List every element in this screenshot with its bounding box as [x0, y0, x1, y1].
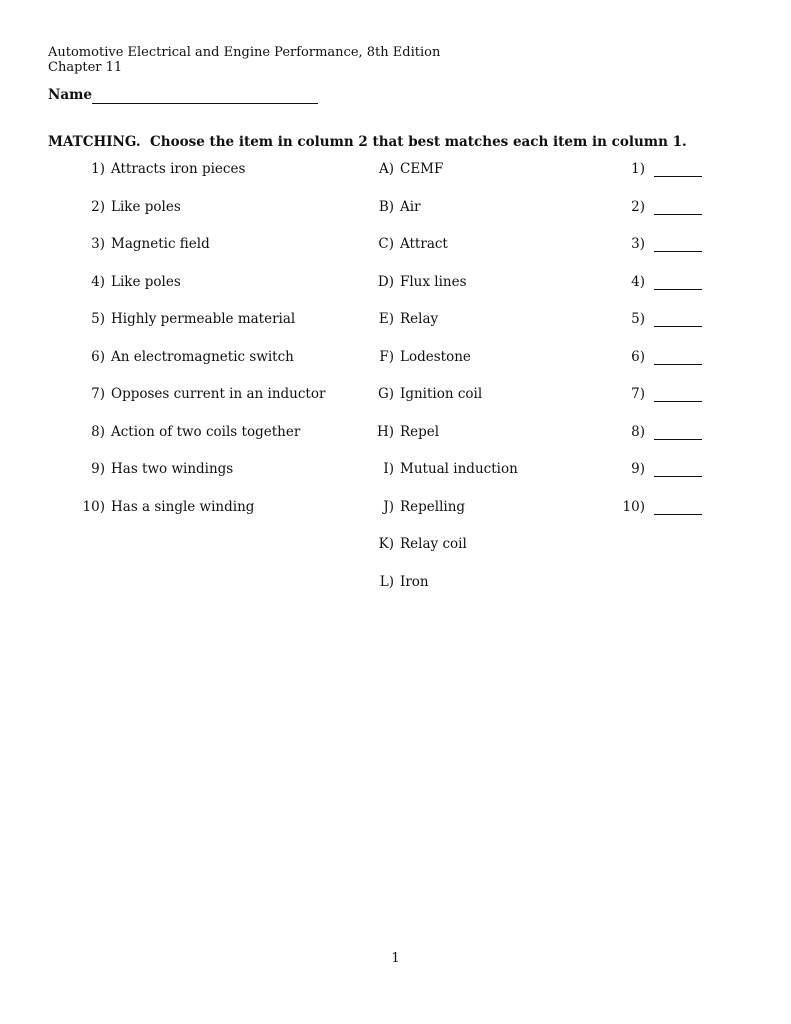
- col2-item-label: Lodestone: [400, 348, 471, 365]
- col1-number: 8): [91, 423, 105, 440]
- answer-blank[interactable]: [654, 500, 702, 515]
- col1-number: 1): [91, 161, 105, 177]
- col2-letter: D): [377, 273, 394, 290]
- col1-number: 9): [91, 461, 105, 477]
- chapter-label: Chapter 11: [48, 59, 123, 75]
- answer-number: 3): [631, 236, 645, 252]
- col1-number: 3): [91, 236, 105, 252]
- matching-row: [48, 387, 702, 425]
- answer-blank[interactable]: [654, 312, 702, 327]
- col1-item-label: Highly permeable material: [111, 311, 296, 327]
- col2-item-label: Air: [400, 198, 421, 215]
- col2-letter: G): [377, 386, 394, 402]
- answer-blank[interactable]: [654, 162, 702, 177]
- col2-letter: C): [378, 236, 394, 252]
- col1-number: 6): [91, 348, 105, 365]
- col2-letter: A): [378, 161, 394, 177]
- col1-number: 2): [91, 198, 105, 215]
- col1-item-label: Attracts iron pieces: [111, 161, 246, 177]
- matching-row: [48, 350, 702, 388]
- matching-row: [48, 425, 702, 463]
- col1-item-label: Action of two coils together: [111, 423, 301, 440]
- name-fill-line[interactable]: [92, 88, 318, 104]
- answer-number: 2): [631, 198, 645, 215]
- col2-letter: J): [383, 498, 394, 515]
- book-title: Automotive Electrical and Engine Performance, 8th Edition: [48, 45, 441, 60]
- answer-number: 7): [631, 386, 645, 402]
- col1-item-label: Magnetic field: [111, 236, 210, 252]
- col2-item-label: Repel: [400, 423, 440, 440]
- col2-item-label: Iron: [400, 573, 429, 590]
- col2-item-label: CEMF: [400, 161, 444, 177]
- col1-item-label: Opposes current in an inductor: [111, 386, 326, 402]
- col2-item-label: Ignition coil: [400, 386, 483, 402]
- col2-letter: E): [378, 311, 394, 327]
- answer-blank[interactable]: [654, 387, 702, 402]
- col1-number: 4): [91, 273, 105, 290]
- col2-letter: K): [378, 536, 394, 552]
- answer-number: 8): [631, 423, 645, 440]
- col2-item-label: Mutual induction: [400, 461, 518, 477]
- answer-blank[interactable]: [654, 350, 702, 365]
- col1-item-label: Has two windings: [111, 461, 234, 477]
- answer-blank[interactable]: [654, 462, 702, 477]
- matching-instructions: MATCHING. Choose the item in column 2 that best matches each item in column 1.: [48, 134, 687, 150]
- col2-letter: F): [379, 348, 394, 365]
- col2-letter: B): [378, 198, 394, 215]
- answer-number: 1): [631, 161, 645, 177]
- matching-row: [48, 500, 702, 538]
- answer-number: 4): [631, 273, 645, 290]
- col1-item-label: Like poles: [111, 198, 181, 215]
- col2-item-label: Flux lines: [400, 273, 467, 290]
- col1-number: 7): [91, 386, 105, 402]
- matching-row: [48, 575, 702, 613]
- col1-item-label: Like poles: [111, 273, 181, 290]
- col2-letter: H): [376, 423, 394, 440]
- answer-number: 9): [631, 461, 645, 477]
- col1-item-label: An electromagnetic switch: [111, 348, 294, 365]
- col2-item-label: Attract: [400, 236, 448, 252]
- col1-item-label: Has a single winding: [111, 498, 255, 515]
- matching-row: [48, 200, 702, 238]
- answer-number: 5): [631, 311, 645, 327]
- matching-row: [48, 162, 702, 200]
- answer-number: 6): [631, 348, 645, 365]
- page-number: 1: [391, 951, 400, 966]
- col2-item-label: Relay coil: [400, 536, 467, 552]
- name-label: Name: [48, 87, 92, 103]
- col2-letter: I): [383, 461, 394, 477]
- answer-blank[interactable]: [654, 200, 702, 215]
- matching-row: [48, 312, 702, 350]
- col2-item-label: Repelling: [400, 498, 466, 515]
- answer-blank[interactable]: [654, 237, 702, 252]
- matching-row: [48, 537, 702, 575]
- matching-row: [48, 237, 702, 275]
- col1-number: 10): [82, 498, 105, 515]
- col2-letter: L): [379, 573, 394, 590]
- answer-blank[interactable]: [654, 275, 702, 290]
- name-row: [48, 88, 318, 104]
- answer-blank[interactable]: [654, 425, 702, 440]
- answer-number: 10): [622, 498, 645, 515]
- matching-row: [48, 275, 702, 313]
- document-header: [48, 46, 440, 75]
- col1-number: 5): [91, 311, 105, 327]
- col2-item-label: Relay: [400, 311, 439, 327]
- matching-exercise: [48, 162, 702, 612]
- matching-row: [48, 462, 702, 500]
